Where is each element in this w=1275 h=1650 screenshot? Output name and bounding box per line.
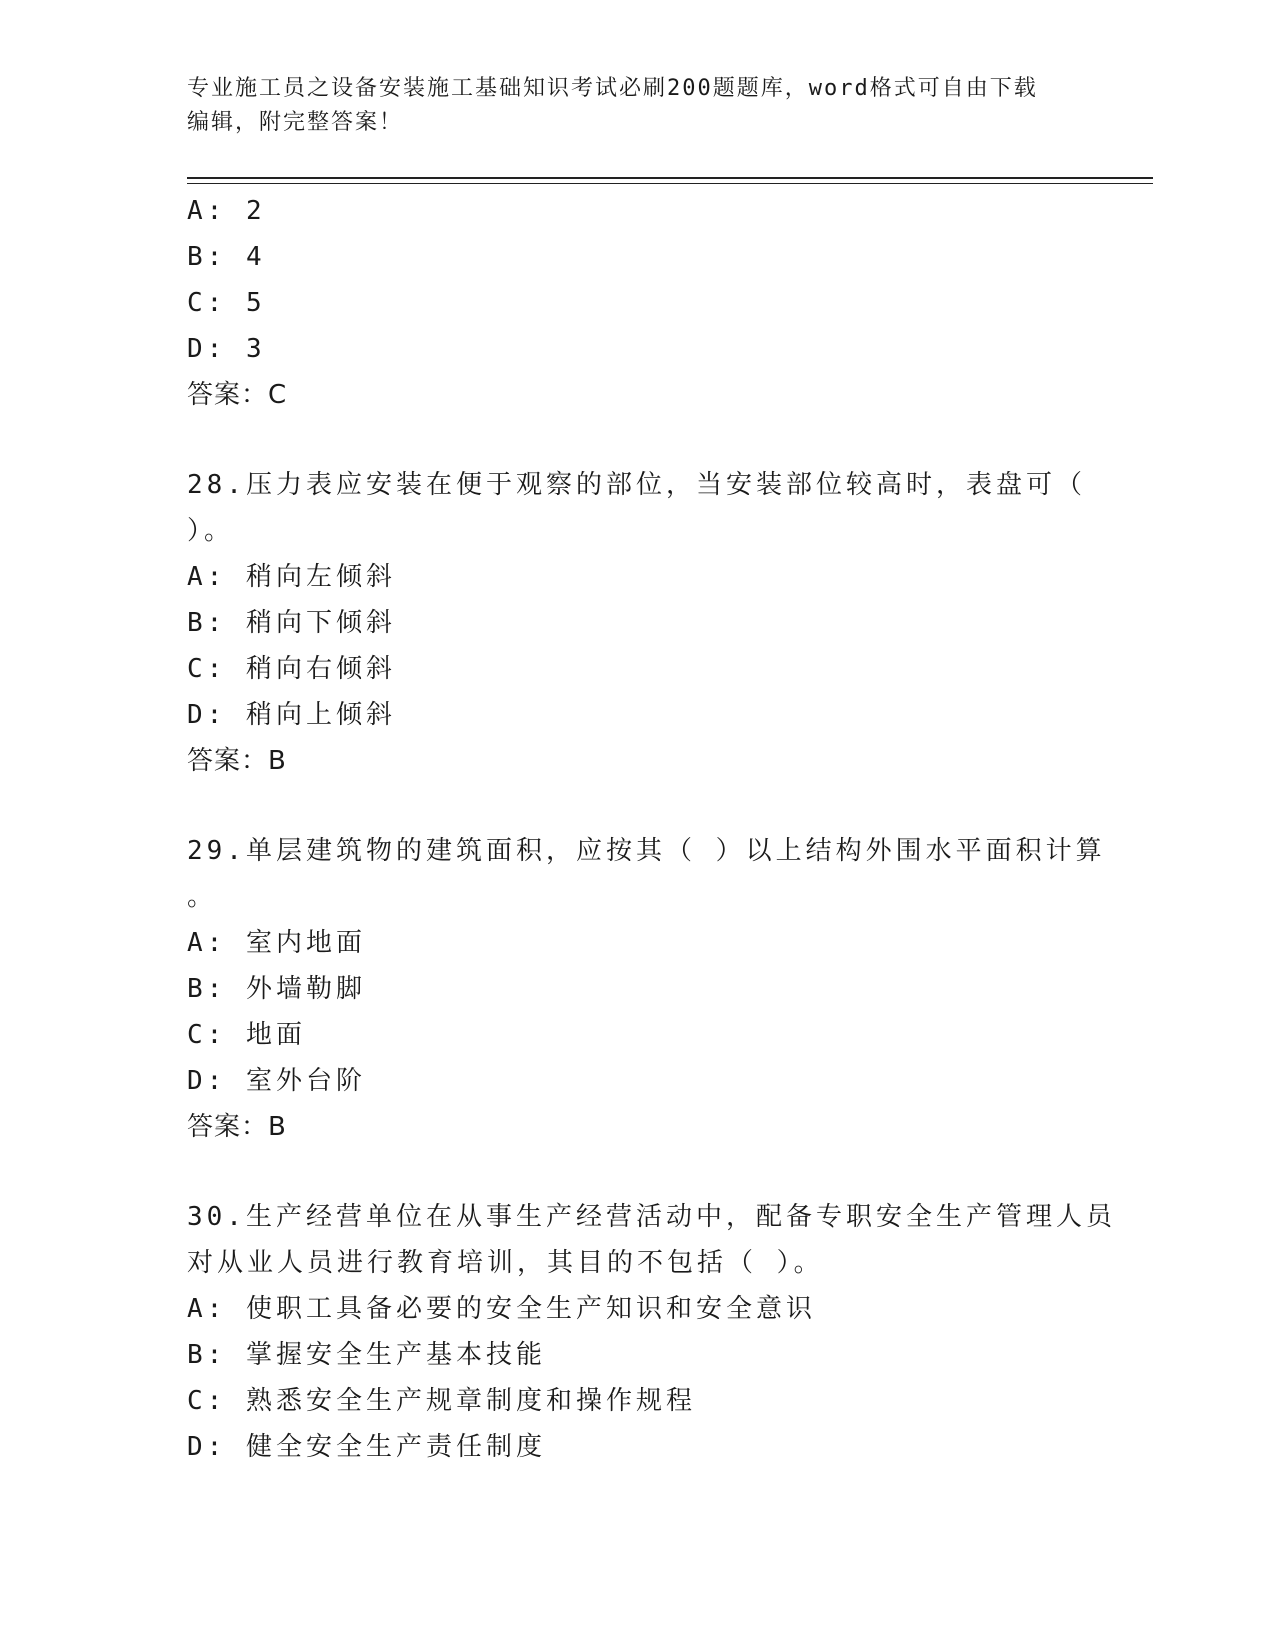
option-c: C: 地面: [187, 1020, 306, 1050]
question-list: [187, 188, 1116, 1470]
option-b: B: 4: [187, 242, 266, 272]
question-stem-line-2: ）。: [187, 516, 235, 546]
header-divider-thin: [187, 183, 1153, 184]
question-stem-line-2: 对从业人员进行教育培训，其目的不包括（ ）。: [187, 1248, 824, 1278]
answer-label: 答案：B: [187, 1112, 287, 1142]
option-a: A: 2: [187, 196, 266, 226]
option-b: B: 外墙勒脚: [187, 974, 366, 1004]
option-a: A: 室内地面: [187, 928, 366, 958]
question-stem-line-1: 30.生产经营单位在从事生产经营活动中，配备专职安全生产管理人员: [187, 1202, 1116, 1232]
document-header: [187, 72, 1067, 140]
question-stem-line-2: 。: [187, 882, 218, 912]
answer-label: 答案：B: [187, 746, 287, 776]
question-30: [187, 1194, 1116, 1470]
option-d: D: 室外台阶: [187, 1066, 366, 1096]
question-29: [187, 828, 1106, 1150]
answer-label: 答案：C: [187, 380, 288, 410]
option-d: D: 健全安全生产责任制度: [187, 1432, 546, 1462]
question-stem-line-1: 28.压力表应安装在便于观察的部位，当安装部位较高时，表盘可（: [187, 470, 1086, 500]
question-stem-line-1: 29.单层建筑物的建筑面积，应按其（ ）以上结构外围水平面积计算: [187, 836, 1106, 866]
header-line-2: 编辑，附完整答案！: [187, 110, 404, 135]
option-a: A: 稍向左倾斜: [187, 562, 396, 592]
option-c: C: 5: [187, 288, 266, 318]
question-28: [187, 462, 1086, 784]
option-d: D: 稍向上倾斜: [187, 700, 396, 730]
option-c: C: 熟悉安全生产规章制度和操作规程: [187, 1386, 696, 1416]
header-line-1: 专业施工员之设备安装施工基础知识考试必刷200题题库，word格式可自由下载: [187, 76, 1038, 101]
header-divider-thick: [187, 177, 1153, 179]
question-27: [187, 188, 1067, 418]
option-c: C: 稍向右倾斜: [187, 654, 396, 684]
option-b: B: 掌握安全生产基本技能: [187, 1340, 546, 1370]
option-d: D: 3: [187, 334, 266, 364]
option-b: B: 稍向下倾斜: [187, 608, 396, 638]
option-a: A: 使职工具备必要的安全生产知识和安全意识: [187, 1294, 816, 1324]
